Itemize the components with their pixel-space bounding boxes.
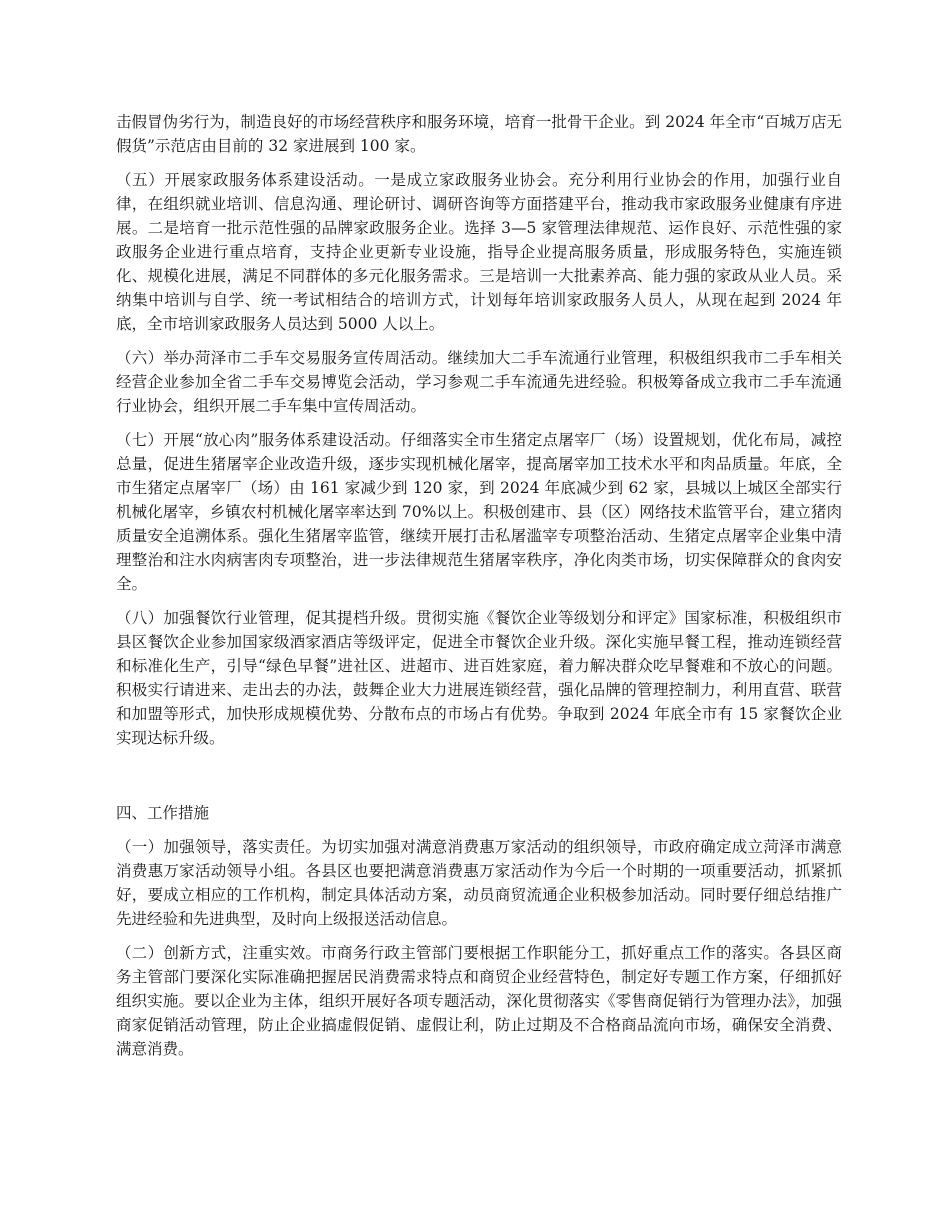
paragraph-catering-upgrade: （八）加强餐饮行业管理，促其提档升级。贯彻实施《餐饮企业等级划分和评定》国家标准，积极组织市县区餐饮企业参加国家级酒家酒店等级评定，促进全市餐饮企业升级。深化实施早餐工程，推动连锁经营和标准化生产，引导“绿色早餐”进社区、进超市、进百姓家庭，着力解决群众吃早餐难和不放心的问题。积极实行请进来、走出去的办法，鼓舞企业大力进展连锁经营，强化品牌的管理控制力，利用直营、联营和加盟等形式，加快形成规模优势、分散布点的市场占有优势。争取到 2024 年底全市有 15 家餐饮企业实现达标升级。 [116,609,842,747]
paragraph-housekeeping-service: （五）开展家政服务体系建设活动。一是成立家政服务业协会。充分利用行业协会的作用，加强行业自律，在组织就业培训、信息沟通、理论研讨、调研咨询等方面搭建平台，推动我市家政服务业健康有序进展。二是培育一批示范性强的品牌家政服务企业。选择 3—5 家管理法律规范、运作良好、示范性强的家政服务企业进行重点培育，支持企业更新专业设施，指导企业提高服务质量，形成服务特色，实施连锁化、规模化进展，满足不同群体的多元化服务需求。三是培训一大批素养高、能力强的家政从业人员。采纳集中培训与自学、统一考试相结合的培训方式，计划每年培训家政服务人员人，从现在起到 2024 年底，全市培训家政服务人员达到 5000 人以上。 [116,171,842,333]
paragraph-safe-meat: （七）开展“放心肉”服务体系建设活动。仔细落实全市生猪定点屠宰厂（场）设置规划，优化布局，减控总量，促进生猪屠宰企业改造升级，逐步实现机械化屠宰，提高屠宰加工技术水平和肉品质量。年底，全市生猪定点屠宰厂（场）由 161 家减少到 120 家，到 2024 年底减少到 62 家，县城以上城区全部实行机械化屠宰，乡镇农村机械化屠宰率达到 70%以上。积极创建市、县（区）网络技术监管平台，建立猪肉质量安全追溯体系。强化生猪屠宰监管，继续开展打击私屠滥宰专项整治活动、生猪定点屠宰企业集中清理整治和注水肉病害肉专项整治，进一步法律规范生猪屠宰秩序，净化肉类市场，切实保障群众的食肉安全。 [116,431,842,593]
paragraph-market-order: 击假冒伪劣行为，制造良好的市场经营秩序和服务环境，培育一批骨干企业。到 2024 年全市“百城万店无假货”示范店由目前的 32 家进展到 100 家。 [116,113,842,155]
document-body [116,110,842,1071]
paragraph-leadership: （一）加强领导，落实责任。为切实加强对满意消费惠万家活动的组织领导，市政府确定成立菏泽市满意消费惠万家活动领导小组。各县区也要把满意消费惠万家活动作为今后一个时期的一项重要活动，抓紧抓好，要成立相应的工作机构，制定具体活动方案，动员商贸流通企业积极参加活动。同时要仔细总结推广先进经验和先进典型，及时向上级报送活动信息。 [116,838,842,928]
paragraph-used-car-week: （六）举办菏泽市二手车交易服务宣传周活动。继续加大二手车流通行业管理，积极组织我市二手车相关经营企业参加全省二手车交易博览会活动，学习参观二手车流通先进经验。积极筹备成立我市二手车流通行业协会，组织开展二手车集中宣传周活动。 [116,349,842,415]
paragraph-innovation: （二）创新方式，注重实效。市商务行政主管部门要根据工作职能分工，抓好重点工作的落实。各县区商务主管部门要深化实际准确把握居民消费需求特点和商贸企业经营特色，制定好专题工作方案，仔细抓好组织实施。要以企业为主体，组织开展好各项专题活动，深化贯彻落实《零售商促销行为管理办法》，加强商家促销活动管理，防止企业搞虚假促销、虚假让利，防止过期及不合格商品流向市场，确保安全消费、满意消费。 [116,944,842,1058]
section-heading-work-measures: 四、工作措施 [116,804,210,822]
